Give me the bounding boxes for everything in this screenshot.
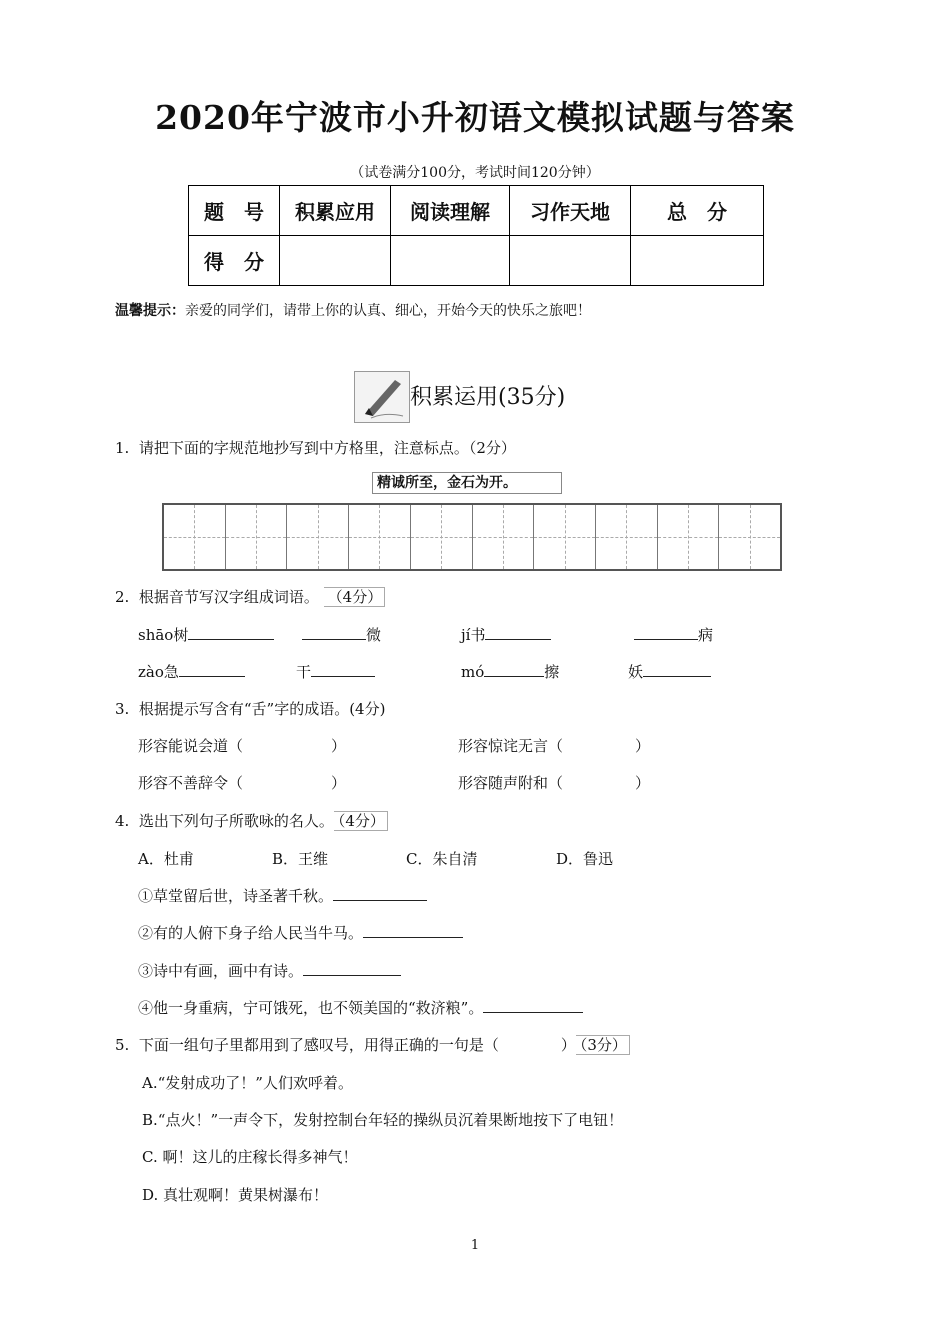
score-cell[interactable] bbox=[510, 236, 631, 286]
answer-blank[interactable] bbox=[363, 923, 463, 938]
score-header-number: 题 号 bbox=[189, 186, 280, 236]
q4-score: （4分） bbox=[334, 811, 388, 831]
grid-cell[interactable] bbox=[596, 505, 658, 569]
q5-text: 下面一组句子里都用到了感叹号，用得正确的一句是（ bbox=[138, 1036, 499, 1054]
q1-text: 请把下面的字规范地抄写到中方格里，注意标点。（2分） bbox=[138, 439, 516, 457]
answer-blank[interactable] bbox=[485, 625, 551, 640]
q3-item: 形容惊诧无言（ ） bbox=[458, 737, 651, 755]
q3-item: 形容不善辞令（ ） bbox=[138, 774, 347, 792]
q4-item: ②有的人俯下身子给人民当牛马。 bbox=[138, 922, 463, 943]
grid-cell[interactable] bbox=[164, 505, 226, 569]
score-header-accumulation: 积累应用 bbox=[280, 186, 391, 236]
grid-cell[interactable] bbox=[287, 505, 349, 569]
writing-grid[interactable] bbox=[162, 503, 782, 571]
score-header-reading: 阅读理解 bbox=[391, 186, 510, 236]
answer-blank[interactable] bbox=[484, 662, 544, 677]
q2-item: 微 bbox=[302, 624, 381, 645]
answer-blank[interactable] bbox=[311, 662, 375, 677]
q5-number: 5. bbox=[115, 1036, 130, 1054]
exam-info: （试卷满分100分，考试时间120分钟） bbox=[350, 165, 600, 181]
q3-number: 3. bbox=[115, 700, 130, 718]
grid-cell[interactable] bbox=[534, 505, 596, 569]
q4-item: ①草堂留后世，诗圣著千秋。 bbox=[138, 885, 427, 906]
q5-option: A.“发射成功了！”人们欢呼着。 bbox=[142, 1074, 353, 1092]
score-table bbox=[188, 185, 764, 286]
q4-option: B．王维 bbox=[272, 850, 329, 868]
q2-score: （4分） bbox=[324, 587, 386, 607]
q2-item: 干 bbox=[296, 661, 375, 682]
q4-option: A．杜甫 bbox=[138, 850, 194, 868]
pen-icon bbox=[354, 371, 410, 423]
tip bbox=[115, 300, 591, 320]
grid-cell[interactable] bbox=[473, 505, 535, 569]
q4-option: C．朱自清 bbox=[406, 850, 478, 868]
answer-blank[interactable] bbox=[333, 886, 427, 901]
q3-item: 形容能说会道（ ） bbox=[138, 737, 347, 755]
q1-number: 1. bbox=[115, 439, 130, 457]
score-header-total: 总 分 bbox=[631, 186, 764, 236]
q2-number: 2. bbox=[115, 588, 130, 606]
answer-blank[interactable] bbox=[643, 662, 711, 677]
tip-text: 亲爱的同学们，请带上你的认真、细心，开始今天的快乐之旅吧！ bbox=[185, 303, 591, 319]
q4-text: 选出下列句子所歌咏的名人。 bbox=[138, 812, 334, 830]
answer-blank[interactable] bbox=[302, 625, 366, 640]
tip-label: 温馨提示： bbox=[115, 303, 185, 319]
question-1 bbox=[115, 437, 516, 458]
grid-cell[interactable] bbox=[719, 505, 780, 569]
q2-text: 根据音节写汉字组成词语。 bbox=[138, 588, 319, 606]
q5-option: C. 啊！这儿的庄稼长得多神气！ bbox=[142, 1148, 358, 1166]
answer-blank[interactable] bbox=[634, 625, 698, 640]
q2-item: 病 bbox=[634, 624, 713, 645]
answer-blank[interactable] bbox=[303, 961, 401, 976]
q4-number: 4. bbox=[115, 812, 130, 830]
score-header-writing: 习作天地 bbox=[510, 186, 631, 236]
page-number: 1 bbox=[470, 1238, 480, 1253]
question-5: 5. 下面一组句子里都用到了感叹号，用得正确的一句是（ ） （3分） bbox=[115, 1034, 630, 1055]
q2-item: jí书 bbox=[461, 624, 551, 645]
question-3 bbox=[115, 698, 385, 719]
page-title: 2020年宁波市小升初语文模拟试题与答案 bbox=[155, 98, 795, 137]
q4-item: ③诗中有画，画中有诗。 bbox=[138, 960, 401, 981]
q2-item: 妖 bbox=[628, 661, 711, 682]
q3-text: 根据提示写含有“舌”字的成语。(4分) bbox=[138, 700, 386, 718]
q2-item: shāo树 bbox=[138, 624, 274, 645]
answer-blank[interactable] bbox=[179, 662, 245, 677]
q4-item: ④他一身重病，宁可饿死，也不领美国的“救济粮”。 bbox=[138, 997, 583, 1018]
q2-item: mó 擦 bbox=[461, 663, 560, 681]
grid-cell[interactable] bbox=[349, 505, 411, 569]
score-cell[interactable] bbox=[631, 236, 764, 286]
section-title: 积累运用(35分) bbox=[410, 385, 566, 410]
q3-item: 形容随声附和（ ） bbox=[458, 774, 651, 792]
copy-text-box: 精诚所至，金石为开。 bbox=[372, 472, 562, 494]
question-2 bbox=[115, 586, 385, 607]
answer-blank[interactable] bbox=[483, 998, 583, 1013]
q2-item: zào急 bbox=[138, 661, 245, 682]
grid-cell[interactable] bbox=[226, 505, 288, 569]
score-cell[interactable] bbox=[391, 236, 510, 286]
score-cell[interactable] bbox=[280, 236, 391, 286]
grid-cell[interactable] bbox=[658, 505, 720, 569]
answer-blank[interactable] bbox=[188, 625, 274, 640]
score-row-label: 得 分 bbox=[189, 236, 280, 286]
q5-option: B.“点火！”一声令下，发射控制台年轻的操纵员沉着果断地按下了电钮！ bbox=[142, 1111, 624, 1129]
q4-option: D．鲁迅 bbox=[556, 850, 614, 868]
q5-score: （3分） bbox=[576, 1035, 630, 1055]
grid-cell[interactable] bbox=[411, 505, 473, 569]
q5-option: D. 真壮观啊！黄果树瀑布！ bbox=[142, 1186, 329, 1204]
question-4 bbox=[115, 810, 388, 831]
